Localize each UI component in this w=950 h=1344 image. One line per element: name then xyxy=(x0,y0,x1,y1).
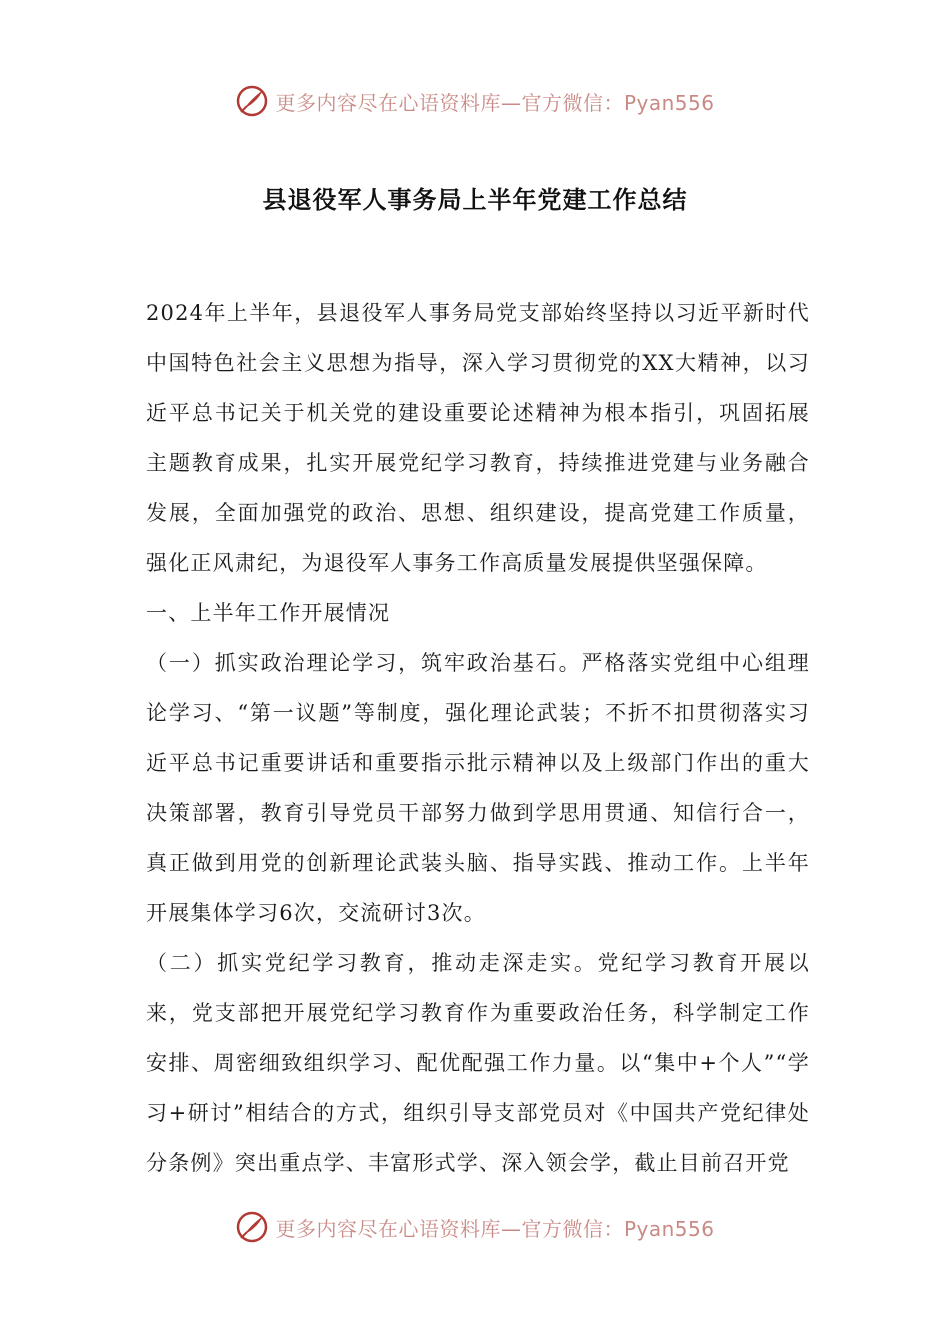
watermark-text: 更多内容尽在心语资料库—官方微信：Pyan556 xyxy=(275,1216,715,1241)
document-title: 县退役军人事务局上半年党建工作总结 xyxy=(262,186,688,214)
paragraph-intro: 2024年上半年，县退役军人事务局党支部始终坚持以习近平新时代中国特色社会主义思想为指导，深入学习贯彻党的XX大精神，以习近平总书记关于机关党的建设重要论述精神为根本指引，巩固拓展主题教育成果，扎实开展党纪学习教育，持续推进党建与业务融合发展，全面加强党的政治、思想、组织建设，提高党建工作质量，强化正风肃纪，为退役军人事务工作高质量发展提供坚强保障。 xyxy=(146,301,810,575)
document-body xyxy=(146,288,810,1188)
watermark-text: 更多内容尽在心语资料库—官方微信：Pyan556 xyxy=(275,90,715,115)
watermark-header xyxy=(0,84,950,118)
watermark-footer xyxy=(0,1210,950,1244)
paragraph-section-1: （一）抓实政治理论学习，筑牢政治基石。严格落实党组中心组理论学习、“第一议题”等制度，强化理论武装；不折不扣贯彻落实习近平总书记重要讲话和重要指示批示精神以及上级部门作出的重大决策部署，教育引导党员干部努力做到学思用贯通、知信行合一，真正做到用党的创新理论武装头脑、指导实践、推动工作。上半年开展集体学习6次，交流研讨3次。 xyxy=(146,651,810,925)
section-heading: 一、上半年工作开展情况 xyxy=(146,601,391,625)
quill-logo-icon xyxy=(235,1210,269,1244)
paragraph-section-2: （二）抓实党纪学习教育，推动走深走实。党纪学习教育开展以来，党支部把开展党纪学习教育作为重要政治任务，科学制定工作安排、周密细致组织学习、配优配强工作力量。以“集中+个人”“学习+研讨”相结合的方式，组织引导支部党员对《中国共产党纪律处分条例》突出重点学、丰富形式学、深入领会学，截止目前召开党 xyxy=(146,951,810,1175)
quill-logo-icon xyxy=(235,84,269,118)
